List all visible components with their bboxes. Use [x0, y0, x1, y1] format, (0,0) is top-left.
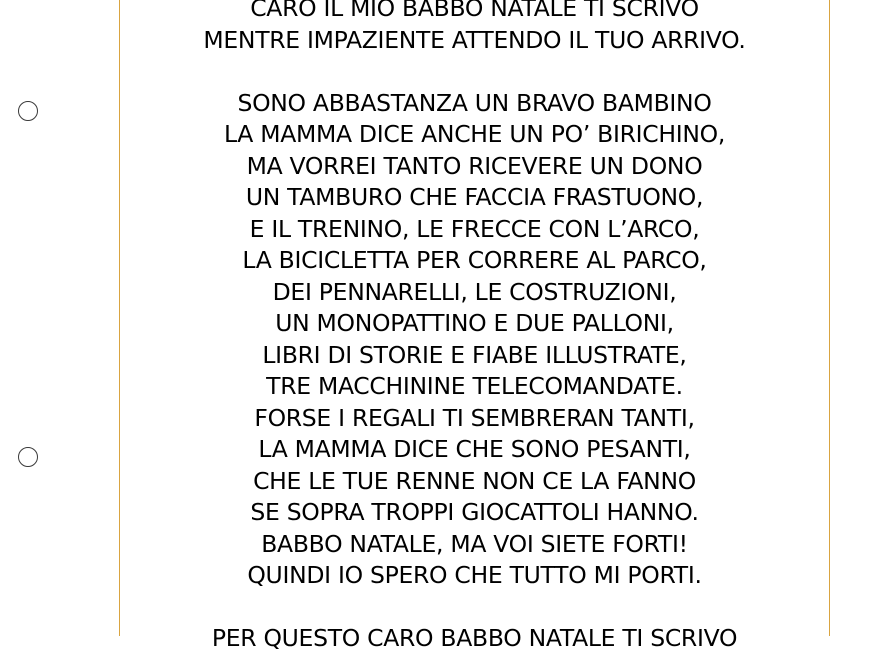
- poem-line: PER QUESTO CARO BABBO NATALE TI SCRIVO: [211, 624, 738, 652]
- poem-line: UN TAMBURO CHE FACCIA FRASTUONO,: [245, 183, 704, 211]
- poem-line: QUINDI IO SPERO CHE TUTTO MI PORTI.: [247, 561, 702, 589]
- poem-line: LA MAMMA DICE CHE SONO PESANTI,: [258, 435, 691, 463]
- poem-line: FORSE I REGALI TI SEMBRERAN TANTI,: [254, 403, 695, 432]
- poem-line: SE SOPRA TROPPI GIOCATTOLI HANNO.: [250, 498, 699, 526]
- poem-line: LA MAMMA DICE ANCHE UN PO’ BIRICHINO,: [223, 120, 726, 148]
- poem-line: LA BICICLETTA PER CORRERE AL PARCO,: [242, 246, 707, 274]
- poem-page: [119, 0, 830, 652]
- poem-line: SONO ABBASTANZA UN BRAVO BAMBINO: [237, 88, 712, 117]
- poem-line: E IL TRENINO, LE FRECCE CON L’ARCO,: [249, 214, 700, 243]
- poem-line: UN MONOPATTINO E DUE PALLONI,: [275, 309, 674, 337]
- poem-line: CARO IL MIO BABBO NATALE TI SCRIVO: [250, 0, 699, 22]
- punch-hole-top: [18, 101, 38, 121]
- poem-line: CHE LE TUE RENNE NON CE LA FANNO: [253, 466, 696, 495]
- poem-line: DEI PENNARELLI, LE COSTRUZIONI,: [272, 277, 677, 306]
- poem-line: MENTRE IMPAZIENTE ATTENDO IL TUO ARRIVO.: [203, 25, 746, 54]
- punch-hole-bottom: [18, 447, 38, 467]
- poem-line: BABBO NATALE, MA VOI SIETE FORTI!: [261, 529, 688, 558]
- poem-line: LIBRI DI STORIE E FIABE ILLUSTRATE,: [262, 340, 687, 369]
- poem-line: MA VORREI TANTO RICEVERE UN DONO: [246, 151, 703, 180]
- poem-line: TRE MACCHININE TELECOMANDATE.: [266, 372, 683, 400]
